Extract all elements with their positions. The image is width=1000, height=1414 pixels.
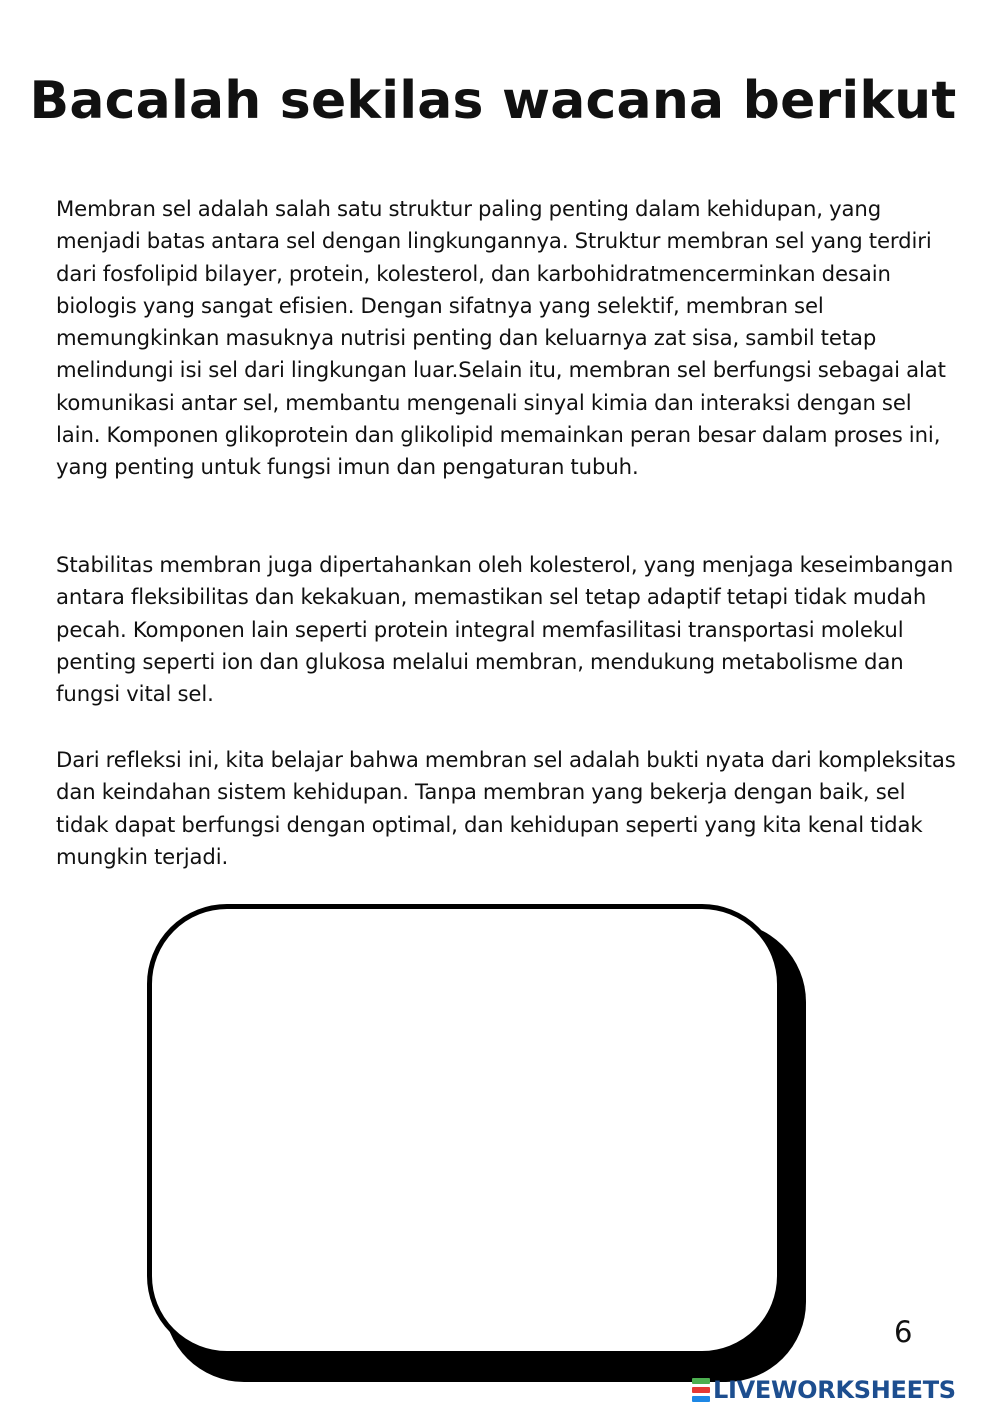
answer-box[interactable]	[147, 904, 782, 1356]
paragraph-2: Stabilitas membran juga dipertahankan oleh kolesterol, yang menjaga keseimbangan antara fleksibilitas dan kekakuan, memastikan sel tetap adaptif tetapi tidak mudah pecah. Komponen lain seperti protein integral memfasilitasi transportasi molekul penting seperti ion dan glukosa melalui membran, mendukung metabolisme dan fungsi vital sel.	[56, 552, 954, 707]
page-title: Bacalah sekilas wacana berikut	[29, 71, 957, 131]
brand-name: LIVEWORKSHEETS	[713, 1376, 956, 1404]
brand-logo[interactable]	[692, 1375, 956, 1405]
page-number: 6	[894, 1315, 913, 1349]
logo-bar-blue	[692, 1396, 710, 1402]
logo-bar-red	[692, 1387, 710, 1393]
liveworksheets-logo-icon	[692, 1378, 710, 1402]
paragraph-3: Dari refleksi ini, kita belajar bahwa membran sel adalah bukti nyata dari kompleksitas dan keindahan sistem kehidupan. Tanpa membran yang bekerja dengan baik, sel tidak dapat berfungsi dengan optimal, dan kehidupan seperti yang kita kenal tidak mungkin terjadi.	[56, 747, 956, 869]
logo-bar-green	[692, 1378, 710, 1384]
paragraph-1: Membran sel adalah salah satu struktur paling penting dalam kehidupan, yang menjadi batas antara sel dengan lingkungannya. Struktur membran sel yang terdiri dari fosfolipid bilayer, protein, kolesterol, dan karbohidratmencerminkan desain biologis yang sangat efisien. Dengan sifatnya yang selektif, membran sel memungkinkan masuknya nutrisi penting dan keluarnya zat sisa, sambil tetap melindungi isi sel dari lingkungan luar.Selain itu, membran sel berfungsi sebagai alat komunikasi antar sel, membantu mengenali sinyal kimia dan interaksi dengan sel lain. Komponen glikoprotein dan glikolipid memainkan peran besar dalam proses ini, yang penting untuk fungsi imun dan pengaturan tubuh.	[56, 196, 946, 480]
